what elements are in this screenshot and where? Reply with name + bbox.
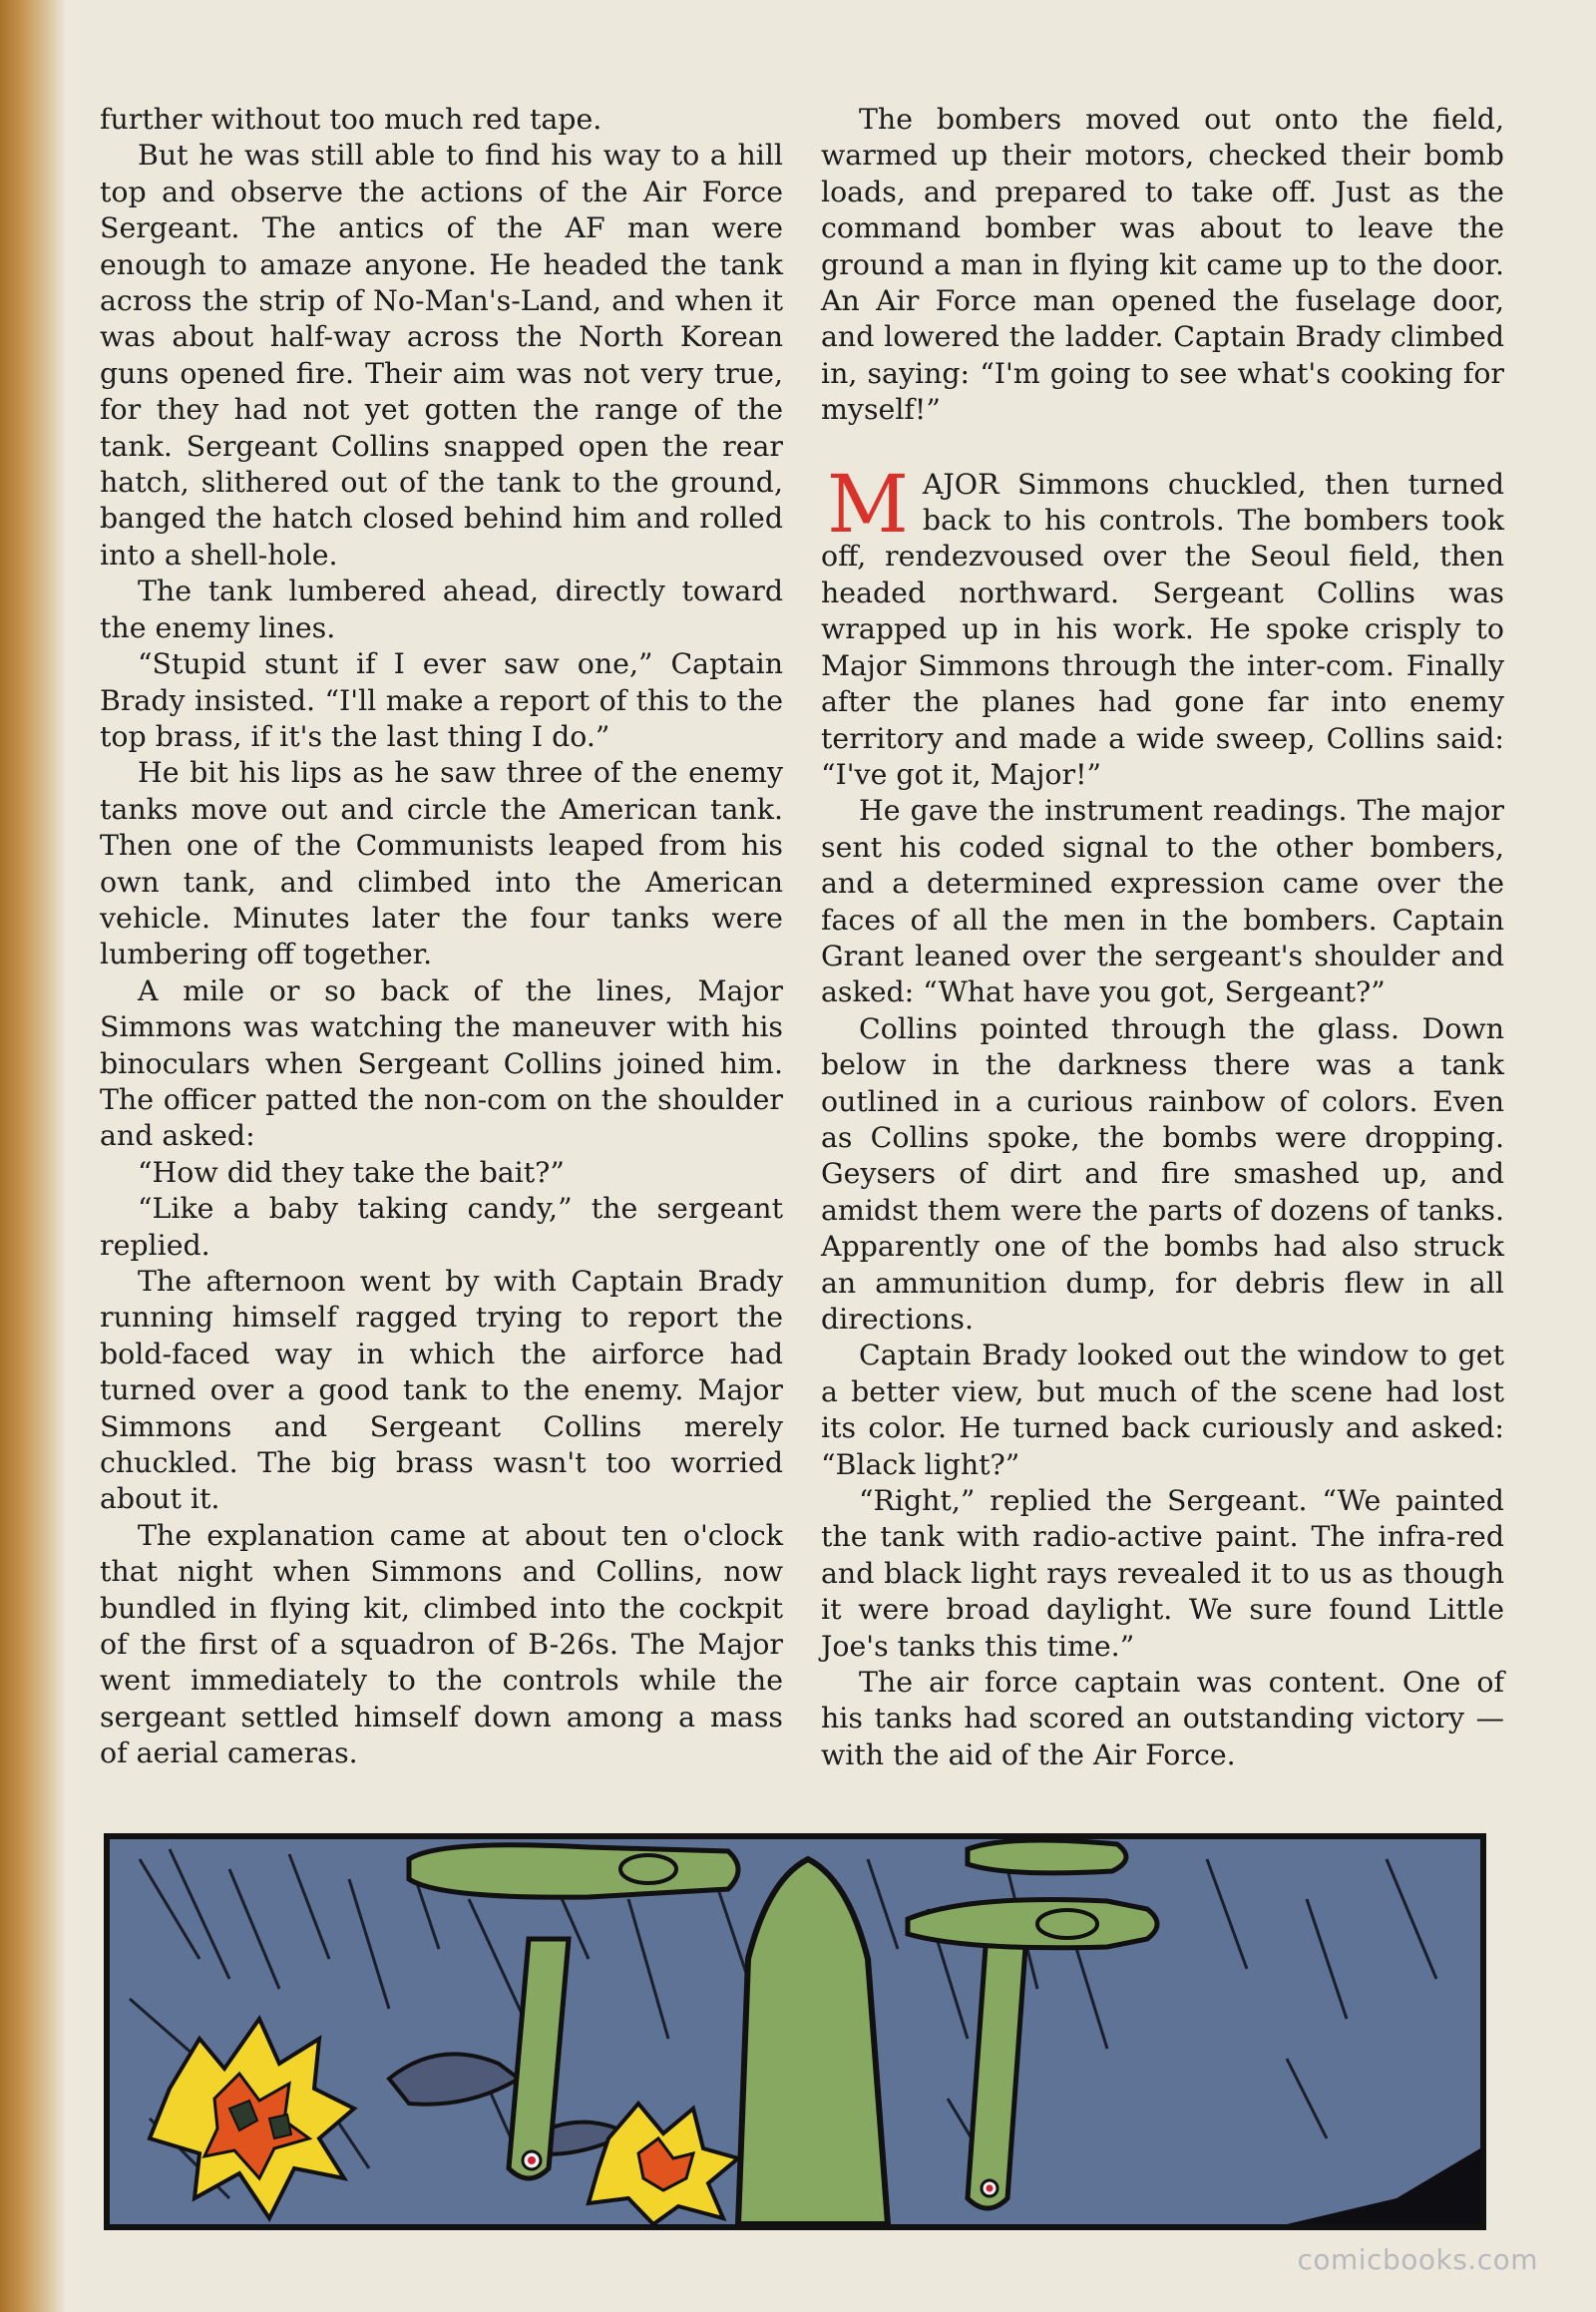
drop-cap-paragraph-text: AJOR Simmons chuckled, then turned back to his controls. The bombers took off, rendezvoused over the Seoul field, then headed northward. Sergeant Collins was wrapped up in his work. He spoke crisply to Major Simmons through the inter-com. Finally after the planes had gone far into enemy territory and made a wide sweep, Collins said: “I've got it, Major!” [821, 467, 1504, 791]
paragraph: Captain Brady looked out the window to get a better view, but much of the scene had lost its color. He turned back curiously and asked: “Black light?” [821, 1339, 1504, 1481]
paragraph: The bombers moved out onto the field, warmed up their motors, checked their bomb loads, and prepared to take off. Just as the command bomber was about to leave the ground a man in flying kit came up to the door. An Air Force man opened the fuselage door, and lowered the ladder. Captain Brady climbed in, saying: “I'm going to see what's cooking for myself!” [821, 103, 1504, 427]
bomber-illustration-panel [104, 1833, 1486, 2230]
left-column [100, 102, 783, 1772]
paragraph: further without too much red tape. [100, 103, 602, 136]
paragraph: He bit his lips as he saw three of the enemy tanks move out and circle the American tank. Then one of the Communists leaped from his own tank, and climbed into the American vehicle. Minutes later the four tanks were lumbering off together. [100, 756, 783, 971]
drop-cap-paragraph [821, 457, 1504, 794]
bomber-illustration [110, 1839, 1480, 2224]
paragraph: A mile or so back of the lines, Major Simmons was watching the maneuver with his binoculars when Sergeant Collins joined him. The officer patted the non-com on the shoulder and asked: [100, 973, 783, 1153]
paragraph: He gave the instrument readings. The major sent his coded signal to the other bombers, and a determined expression came over the faces of all the men in the bombers. Captain Grant leaned over the sergeant's shoulder and asked: “What have you got, Sergeant?” [821, 794, 1504, 1009]
paragraph: The tank lumbered ahead, directly toward the enemy lines. [100, 575, 783, 644]
section-break [821, 429, 1504, 467]
story-text [100, 102, 1504, 1807]
paragraph: But he was still able to find his way to a hill top and observe the actions of the Air Force Sergeant. The antics of the AF man were enough to amaze anyone. He headed the tank across the strip of No-Man's-Land, and when it was about half-way across the North Korean guns opened fire. Their aim was not very true, for they had not yet gotten the range of the tank. Sergeant Collins snapped open the rear hatch, slithered out of the tank to the ground, banged the hatch closed behind him and rolled into a shell-hole. [100, 139, 783, 572]
paragraph: The afternoon went by with Captain Brady running himself ragged trying to report the bold-faced way in which the airforce had turned over a good tank to the enemy. Major Simmons and Sergeant Collins merely chuckled. The big brass wasn't too worried about it. [100, 1265, 783, 1516]
paragraph: The explanation came at about ten o'clock that night when Simmons and Collins, now bundled in flying kit, climbed into the cockpit of the first of a squadron of B-26s. The Major went immediately to the controls while the sergeant settled himself down among a mass of aerial cameras. [100, 1518, 783, 1770]
drop-cap: M [827, 457, 909, 551]
paragraph: “Stupid stunt if I ever saw one,” Captain Brady insisted. “I'll make a report of this to the top brass, if it's the last thing I do.” [100, 647, 783, 753]
paragraph: “How did they take the bait?” [138, 1155, 565, 1189]
paragraph: Collins pointed through the glass. Down below in the darkness there was a tank outlined in a curious rainbow of colors. Even as Collins spoke, the bombs were dropping. Geysers of dirt and fire smashed up, and amidst them were the parts of dozens of tanks. Apparently one of the bombs had also struck an ammunition dump, for debris flew in all directions. [821, 1011, 1504, 1336]
paragraph: The air force captain was content. One of his tanks had scored an outstanding victory —with the aid of the Air Force. [821, 1666, 1504, 1771]
page-spine-edge [0, 0, 66, 2312]
right-column [821, 102, 1504, 1773]
watermark: comicbooks.com [1297, 2243, 1538, 2276]
paragraph: “Like a baby taking candy,” the sergeant replied. [100, 1192, 783, 1262]
paragraph: “Right,” replied the Sergeant. “We painted the tank with radio-active paint. The infra-red and black light rays revealed it to us as though it were broad daylight. We sure found Little Joe's tanks this time.” [821, 1484, 1504, 1663]
